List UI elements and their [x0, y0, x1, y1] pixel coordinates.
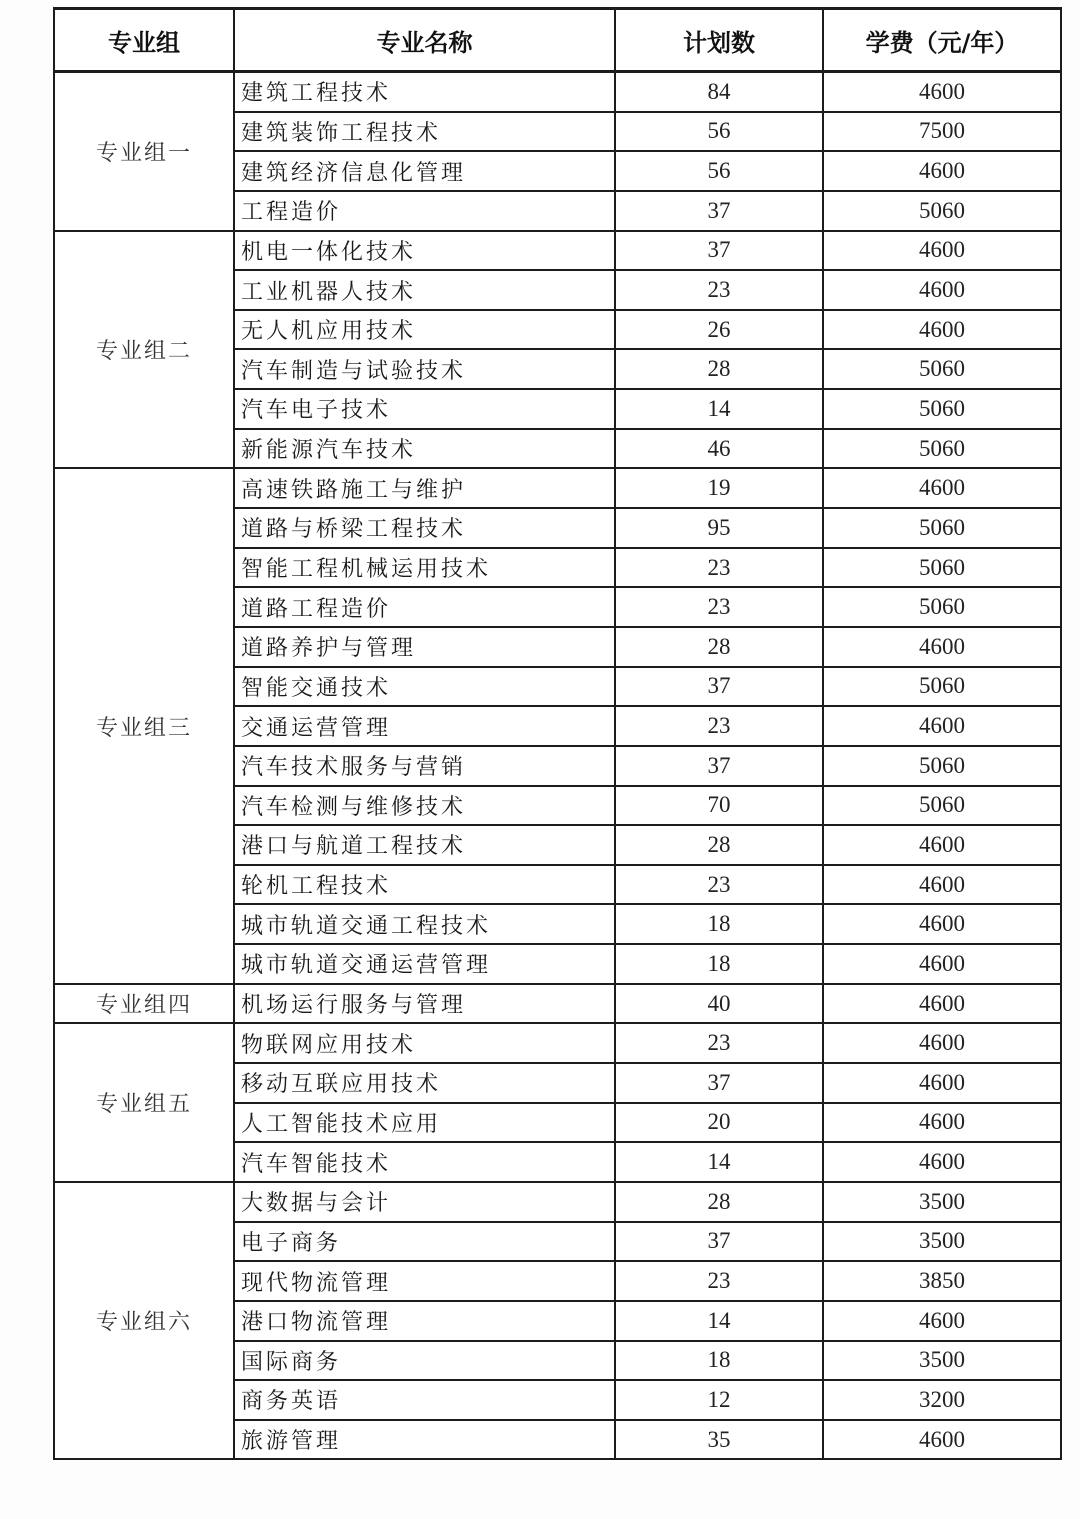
- plan-count-cell: 23: [615, 1023, 823, 1063]
- plan-count-cell: 95: [615, 508, 823, 548]
- major-name-cell: 无人机应用技术: [234, 310, 615, 350]
- major-name-cell: 商务英语: [234, 1380, 615, 1420]
- major-name-cell: 汽车智能技术: [234, 1142, 615, 1182]
- plan-count-cell: 28: [615, 825, 823, 865]
- tuition-cell: 4600: [823, 984, 1061, 1024]
- plan-count-cell: 56: [615, 112, 823, 152]
- tuition-cell: 4600: [823, 1063, 1061, 1103]
- tuition-cell: 5060: [823, 349, 1061, 389]
- plan-count-cell: 23: [615, 865, 823, 905]
- table-row: [54, 468, 1061, 508]
- major-name-cell: 现代物流管理: [234, 1261, 615, 1301]
- tuition-cell: 3500: [823, 1222, 1061, 1262]
- table-body: [54, 72, 1061, 1460]
- plan-count-cell: 14: [615, 1142, 823, 1182]
- tuition-cell: 4600: [823, 944, 1061, 984]
- major-name-cell: 汽车制造与试验技术: [234, 349, 615, 389]
- plan-count-cell: 37: [615, 746, 823, 786]
- tuition-cell: 5060: [823, 429, 1061, 469]
- major-name-cell: 港口物流管理: [234, 1301, 615, 1341]
- tuition-cell: 5060: [823, 786, 1061, 826]
- major-name-cell: 建筑经济信息化管理: [234, 151, 615, 191]
- major-name-cell: 工程造价: [234, 191, 615, 231]
- major-name-cell: 汽车电子技术: [234, 389, 615, 429]
- plan-count-cell: 37: [615, 231, 823, 271]
- table-row: [54, 231, 1061, 271]
- major-name-cell: 建筑装饰工程技术: [234, 112, 615, 152]
- plan-count-cell: 23: [615, 587, 823, 627]
- plan-count-cell: 56: [615, 151, 823, 191]
- major-name-cell: 电子商务: [234, 1222, 615, 1262]
- major-group-cell: 专业组三: [54, 468, 234, 983]
- major-name-cell: 轮机工程技术: [234, 865, 615, 905]
- tuition-cell: 5060: [823, 587, 1061, 627]
- plan-count-cell: 18: [615, 1341, 823, 1381]
- tuition-cell: 4600: [823, 231, 1061, 271]
- major-name-cell: 机场运行服务与管理: [234, 984, 615, 1024]
- major-name-cell: 高速铁路施工与维护: [234, 468, 615, 508]
- tuition-cell: 5060: [823, 508, 1061, 548]
- plan-count-cell: 28: [615, 1182, 823, 1222]
- enrollment-plan-table-container: [53, 7, 1062, 1460]
- major-name-cell: 汽车技术服务与营销: [234, 746, 615, 786]
- major-group-cell: 专业组二: [54, 231, 234, 469]
- major-name-cell: 国际商务: [234, 1341, 615, 1381]
- plan-count-cell: 23: [615, 1261, 823, 1301]
- tuition-cell: 5060: [823, 548, 1061, 588]
- tuition-cell: 4600: [823, 865, 1061, 905]
- major-name-cell: 机电一体化技术: [234, 231, 615, 271]
- header-tuition: 学费（元/年）: [823, 9, 1061, 72]
- plan-count-cell: 28: [615, 349, 823, 389]
- tuition-cell: 4600: [823, 1420, 1061, 1460]
- major-name-cell: 智能交通技术: [234, 667, 615, 707]
- tuition-cell: 4600: [823, 72, 1061, 112]
- table-header-row: [54, 9, 1061, 72]
- major-name-cell: 港口与航道工程技术: [234, 825, 615, 865]
- table-row: [54, 72, 1061, 112]
- major-name-cell: 城市轨道交通工程技术: [234, 904, 615, 944]
- plan-count-cell: 37: [615, 1063, 823, 1103]
- tuition-cell: 4600: [823, 151, 1061, 191]
- plan-count-cell: 23: [615, 548, 823, 588]
- plan-count-cell: 70: [615, 786, 823, 826]
- tuition-cell: 4600: [823, 310, 1061, 350]
- tuition-cell: 4600: [823, 1023, 1061, 1063]
- plan-count-cell: 20: [615, 1103, 823, 1143]
- tuition-cell: 5060: [823, 667, 1061, 707]
- plan-count-cell: 28: [615, 627, 823, 667]
- enrollment-plan-table: [53, 7, 1062, 1460]
- major-name-cell: 城市轨道交通运营管理: [234, 944, 615, 984]
- tuition-cell: 5060: [823, 746, 1061, 786]
- plan-count-cell: 37: [615, 191, 823, 231]
- tuition-cell: 5060: [823, 389, 1061, 429]
- major-name-cell: 道路与桥梁工程技术: [234, 508, 615, 548]
- major-group-cell: 专业组四: [54, 984, 234, 1024]
- tuition-cell: 3500: [823, 1182, 1061, 1222]
- tuition-cell: 3850: [823, 1261, 1061, 1301]
- major-group-cell: 专业组六: [54, 1182, 234, 1459]
- major-name-cell: 物联网应用技术: [234, 1023, 615, 1063]
- plan-count-cell: 19: [615, 468, 823, 508]
- plan-count-cell: 18: [615, 904, 823, 944]
- major-name-cell: 交通运营管理: [234, 706, 615, 746]
- major-name-cell: 道路养护与管理: [234, 627, 615, 667]
- tuition-cell: 4600: [823, 468, 1061, 508]
- major-name-cell: 大数据与会计: [234, 1182, 615, 1222]
- header-major-group: 专业组: [54, 9, 234, 72]
- tuition-cell: 4600: [823, 904, 1061, 944]
- major-name-cell: 建筑工程技术: [234, 72, 615, 112]
- plan-count-cell: 23: [615, 706, 823, 746]
- major-name-cell: 移动互联应用技术: [234, 1063, 615, 1103]
- table-row: [54, 1023, 1061, 1063]
- plan-count-cell: 14: [615, 1301, 823, 1341]
- tuition-cell: 7500: [823, 112, 1061, 152]
- tuition-cell: 4600: [823, 1103, 1061, 1143]
- tuition-cell: 4600: [823, 627, 1061, 667]
- plan-count-cell: 23: [615, 270, 823, 310]
- header-major-name: 专业名称: [234, 9, 615, 72]
- major-name-cell: 人工智能技术应用: [234, 1103, 615, 1143]
- tuition-cell: 4600: [823, 706, 1061, 746]
- major-name-cell: 工业机器人技术: [234, 270, 615, 310]
- major-name-cell: 旅游管理: [234, 1420, 615, 1460]
- tuition-cell: 3200: [823, 1380, 1061, 1420]
- major-name-cell: 新能源汽车技术: [234, 429, 615, 469]
- major-name-cell: 道路工程造价: [234, 587, 615, 627]
- plan-count-cell: 14: [615, 389, 823, 429]
- tuition-cell: 4600: [823, 1142, 1061, 1182]
- major-name-cell: 智能工程机械运用技术: [234, 548, 615, 588]
- table-row: [54, 1182, 1061, 1222]
- plan-count-cell: 40: [615, 984, 823, 1024]
- plan-count-cell: 46: [615, 429, 823, 469]
- tuition-cell: 4600: [823, 1301, 1061, 1341]
- major-group-cell: 专业组五: [54, 1023, 234, 1182]
- major-group-cell: 专业组一: [54, 72, 234, 231]
- plan-count-cell: 12: [615, 1380, 823, 1420]
- plan-count-cell: 37: [615, 667, 823, 707]
- tuition-cell: 3500: [823, 1341, 1061, 1381]
- table-row: [54, 984, 1061, 1024]
- tuition-cell: 4600: [823, 825, 1061, 865]
- tuition-cell: 5060: [823, 191, 1061, 231]
- plan-count-cell: 35: [615, 1420, 823, 1460]
- plan-count-cell: 37: [615, 1222, 823, 1262]
- plan-count-cell: 26: [615, 310, 823, 350]
- plan-count-cell: 18: [615, 944, 823, 984]
- tuition-cell: 4600: [823, 270, 1061, 310]
- plan-count-cell: 84: [615, 72, 823, 112]
- major-name-cell: 汽车检测与维修技术: [234, 786, 615, 826]
- header-plan-count: 计划数: [615, 9, 823, 72]
